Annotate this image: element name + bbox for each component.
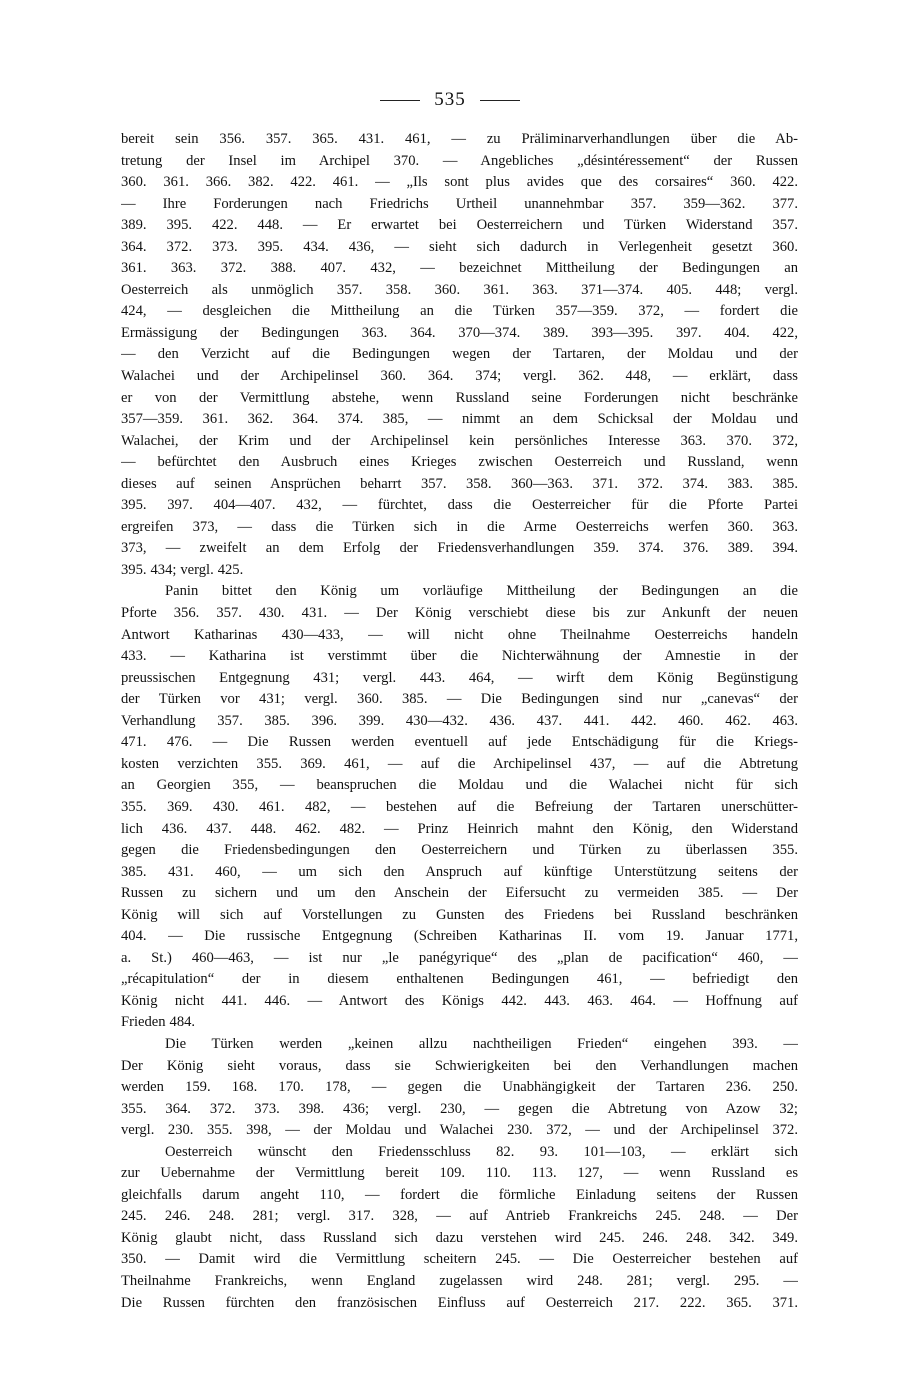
- text-line: lich 436. 437. 448. 462. 482. — Prinz Heinrich mahnt den König, den Widerstand: [121, 820, 798, 837]
- text-line: Die Türken werden „keinen allzu nachtheiligen Frieden“ eingehen 393. —: [165, 1035, 798, 1052]
- text-line: 373, — zweifelt an dem Erfolg der Friedensverhandlungen 359. 374. 376. 389. 394.: [121, 540, 798, 557]
- text-line: 355. 369. 430. 461. 482, — bestehen auf die Befreiung der Tartaren unerschütter-: [121, 798, 798, 815]
- text-line: dieses auf seinen Ansprüchen beharrt 357. 358. 360—363. 371. 372. 374. 383. 385.: [121, 475, 798, 492]
- text-line: 424, — desgleichen die Mittheilung an die Türken 357—359. 372, — fordert die: [121, 303, 798, 320]
- text-line: tretung der Insel im Archipel 370. — Angebliches „désintéressement“ der Russen: [121, 152, 798, 169]
- text-line: 360. 361. 366. 382. 422. 461. — „Ils sont plus avides que des corsaires“ 360. 422.: [121, 174, 798, 191]
- text-line: 357—359. 361. 362. 364. 374. 385, — nimmt an dem Schicksal der Moldau und: [121, 411, 798, 428]
- text-line: werden 159. 168. 170. 178, — gegen die Unabhängigkeit der Tartaren 236. 250.: [121, 1079, 798, 1096]
- page-body: [121, 129, 798, 1314]
- text-line: Ermässigung der Bedingungen 363. 364. 370—374. 389. 393—395. 397. 404. 422,: [121, 324, 798, 341]
- paragraph: [121, 1142, 798, 1314]
- text-line: 245. 246. 248. 281; vergl. 317. 328, — auf Antrieb Frankreichs 245. 248. — Der: [121, 1208, 798, 1225]
- text-line: er von der Vermittlung abstehe, wenn Russland seine Forderungen nicht beschränke: [121, 389, 798, 406]
- text-line: vergl. 230. 355. 398, — der Moldau und Walachei 230. 372, — und der Archipelinsel 372.: [121, 1122, 798, 1139]
- text-line: bereit sein 356. 357. 365. 431. 461, — zu Präliminarverhandlungen über die Ab-: [121, 131, 798, 147]
- text-line: 395. 434; vergl. 425.: [121, 561, 244, 578]
- text-line: 361. 363. 372. 388. 407. 432, — bezeichnet Mittheilung der Bedingungen an: [121, 260, 798, 277]
- page-number: 535: [434, 89, 466, 110]
- text-line: Antwort Katharinas 430—433, — will nicht ohne Theilnahme Oesterreichs handeln: [121, 626, 798, 643]
- text-line: ergreifen 373, — dass die Türken sich in die Arme Oesterreichs werfen 360. 363.: [121, 518, 798, 535]
- text-line: Der König sieht voraus, dass sie Schwierigkeiten bei den Verhandlungen machen: [121, 1057, 798, 1074]
- text-line: Verhandlung 357. 385. 396. 399. 430—432. 436. 437. 441. 442. 460. 462. 463.: [121, 712, 798, 729]
- text-line: König nicht 441. 446. — Antwort des Königs 442. 443. 463. 464. — Hoffnung auf: [121, 992, 798, 1009]
- text-line: gegen die Friedensbedingungen den Oesterreichern und Türken zu überlassen 355.: [121, 842, 798, 859]
- text-line: kosten verzichten 355. 369. 461, — auf die Archipelinsel 437, — auf die Abtretung: [121, 755, 798, 772]
- text-line: 350. — Damit wird die Vermittlung scheitern 245. — Die Oesterreicher bestehen auf: [121, 1251, 798, 1268]
- text-line: Walachei, der Krim und der Archipelinsel kein persönliches Interesse 363. 370. 372,: [121, 432, 798, 449]
- text-line: 433. — Katharina ist verstimmt über die Nichterwähnung der Amnestie in der: [121, 648, 798, 665]
- text-line: der Türken vor 431; vergl. 360. 385. — Die Bedingungen sind nur „canevas“ der: [121, 691, 798, 708]
- text-line: Oesterreich als unmöglich 357. 358. 360. 361. 363. 371—374. 405. 448; vergl.: [121, 281, 798, 298]
- text-line: Panin bittet den König um vorläufige Mittheilung der Bedingungen an die: [165, 583, 798, 600]
- text-line: 389. 395. 422. 448. — Er erwartet bei Oesterreichern und Türken Widerstand 357.: [121, 217, 798, 234]
- text-line: an Georgien 355, — beanspruchen die Moldau und die Walachei nicht für sich: [121, 777, 798, 794]
- text-line: 355. 364. 372. 373. 398. 436; vergl. 230, — gegen die Abtretung von Azow 32;: [121, 1100, 798, 1117]
- header-rule-left: [380, 100, 420, 101]
- text-line: Walachei und der Archipelinsel 360. 364. 374; vergl. 362. 448, — erklärt, dass: [121, 368, 798, 385]
- text-line: 404. — Die russische Entgegnung (Schreiben Katharinas II. vom 19. Januar 1771,: [121, 928, 798, 945]
- text-line: — den Verzicht auf die Bedingungen wegen der Tartaren, der Moldau und der: [121, 346, 798, 363]
- text-line: Frieden 484.: [121, 1014, 196, 1031]
- text-line: zur Uebernahme der Vermittlung bereit 109. 110. 113. 127, — wenn Russland es: [121, 1165, 798, 1182]
- paragraph: [121, 581, 798, 1033]
- text-line: Russen zu sichern und um den Anschein der Eifersucht zu vermeiden 385. — Der: [121, 885, 798, 902]
- text-line: 385. 431. 460, — um sich den Anspruch auf künftige Unterstützung seitens der: [121, 863, 798, 880]
- text-line: gleichfalls darum angeht 110, — fordert die förmliche Einladung seitens der Russen: [121, 1186, 798, 1203]
- text-line: 471. 476. — Die Russen werden eventuell auf jede Entschädigung für die Kriegs-: [121, 734, 798, 751]
- text-line: preussischen Entgegnung 431; vergl. 443. 464, — wirft dem König Begünstigung: [121, 669, 798, 686]
- text-line: 395. 397. 404—407. 432, — fürchtet, dass die Oesterreicher für die Pforte Partei: [121, 497, 798, 514]
- text-line: Theilnahme Frankreichs, wenn England zugelassen wird 248. 281; vergl. 295. —: [121, 1272, 798, 1289]
- text-line: „récapitulation“ der in diesem enthaltenen Bedingungen 461, — befriedigt den: [121, 971, 798, 988]
- text-line: Pforte 356. 357. 430. 431. — Der König verschiebt diese bis zur Ankunft der neuen: [121, 605, 798, 622]
- text-line: König glaubt nicht, dass Russland sich dazu verstehen wird 245. 246. 248. 342. 349.: [121, 1229, 798, 1246]
- text-line: 364. 372. 373. 395. 434. 436, — sieht sich dadurch in Verlegenheit gesetzt 360.: [121, 238, 798, 255]
- text-line: a. St.) 460—463, — ist nur „le panégyrique“ des „plan de pacification“ 460, —: [121, 949, 798, 966]
- paragraph: [121, 1034, 798, 1142]
- text-line: Die Russen fürchten den französischen Einfluss auf Oesterreich 217. 222. 365. 371.: [121, 1294, 798, 1311]
- header-rule-right: [480, 100, 520, 101]
- text-line: — Ihre Forderungen nach Friedrichs Urtheil unannehmbar 357. 359—362. 377.: [121, 195, 798, 212]
- text-line: Oesterreich wünscht den Friedensschluss 82. 93. 101—103, — erklärt sich: [165, 1143, 798, 1160]
- paragraph: [121, 129, 798, 581]
- text-line: König will sich auf Vorstellungen zu Gunsten des Friedens bei Russland beschränken: [121, 906, 798, 923]
- text-line: — befürchtet den Ausbruch eines Krieges zwischen Oesterreich und Russland, wenn: [121, 454, 798, 471]
- page-header: [0, 88, 900, 112]
